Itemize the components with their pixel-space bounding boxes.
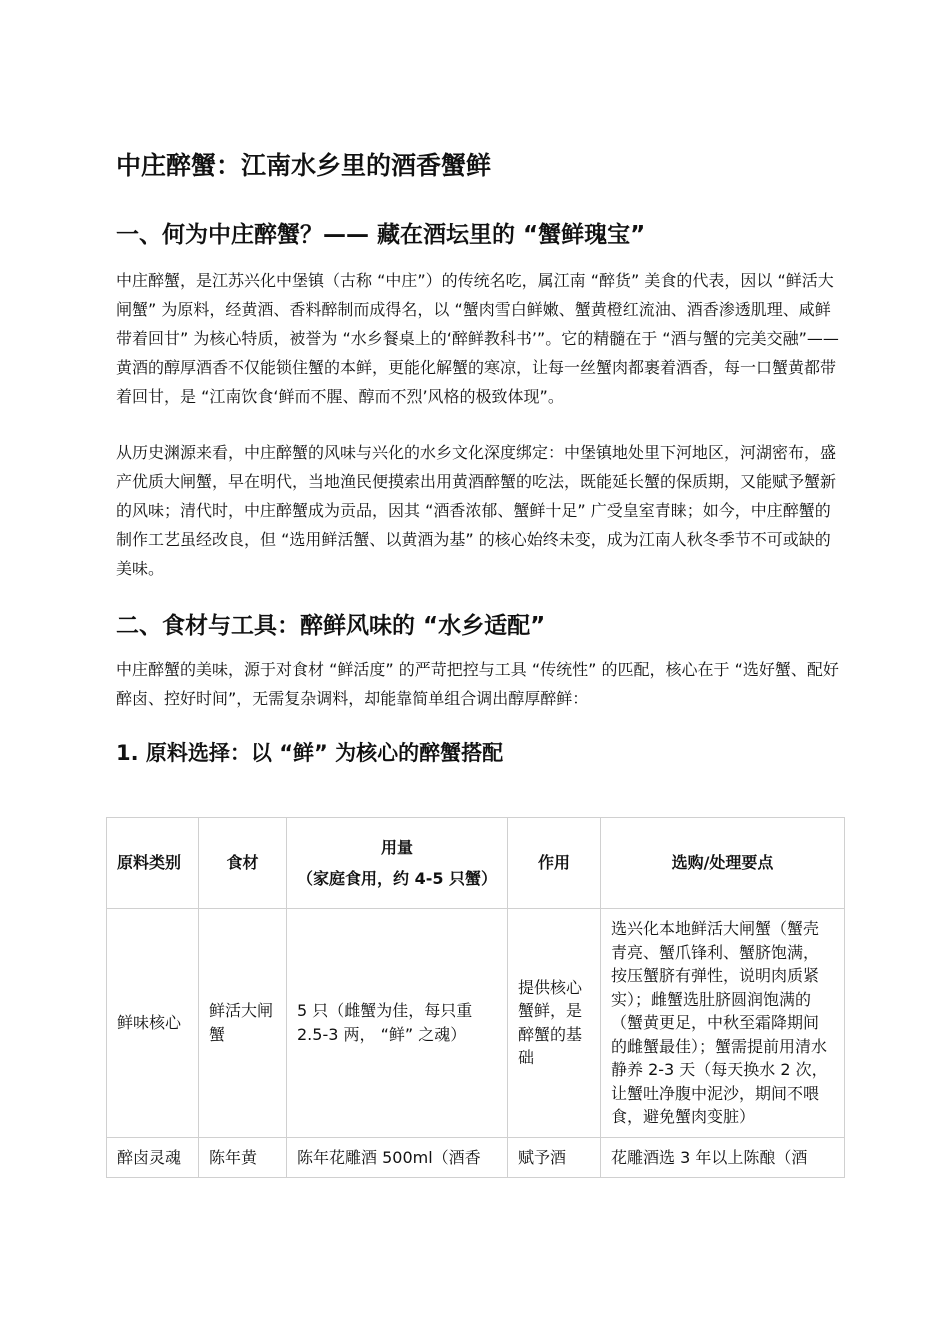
section-1-paragraph-2: 从历史渊源来看，中庄醉蟹的风味与兴化的水乡文化深度绑定：中堡镇地处里下河地区，河湖密布，盛产优质大闸蟹，早在明代，当地渔民便摸索出用黄酒醉蟹的吃法，既能延长蟹的保质期，又能赋予蟹新的风味；清代时，中庄醉蟹成为贡品，因其 “酒香浓郁、蟹鲜十足” 广受皇室青睐；如今，中庄醉蟹的制作工艺虽经改良，但 “选用鲜活蟹、以黄酒为基” 的核心始终未变，成为江南人秋冬季节不可或缺的美味。: [116, 443, 837, 578]
subsection-heading-1: 1. 原料选择：以 “鲜” 为核心的醉蟹搭配: [116, 741, 504, 765]
header-amount: [287, 818, 508, 909]
header-function: 作用: [508, 818, 601, 909]
cell-tips: 花雕酒选 3 年以上陈酿（酒: [601, 1137, 845, 1178]
cell-tips: 选兴化本地鲜活大闸蟹（蟹壳青亮、蟹爪锋利、蟹脐饱满，按压蟹脐有弹性，说明肉质紧实）；雌蟹选肚脐圆润饱满的（蟹黄更足，中秋至霜降期间的雌蟹最佳）；蟹需提前用清水静养 2-3 天（每天换水 2 次，让蟹吐净腹中泥沙，期间不喂食，避免蟹肉变脏）: [601, 909, 845, 1138]
cell-category: 鲜味核心: [107, 909, 199, 1138]
header-ingredient: 食材: [199, 818, 287, 909]
page-title: 中庄醉蟹：江南水乡里的酒香蟹鲜: [116, 151, 492, 180]
cell-amount: 5 只（雌蟹为佳，每只重 2.5-3 两， “鲜” 之魂）: [287, 909, 508, 1138]
section-heading-1: 一、何为中庄醉蟹？—— 藏在酒坛里的 “蟹鲜瑰宝”: [116, 222, 646, 248]
header-amount-line1: 用量: [380, 837, 413, 857]
header-amount-line2: （家庭食用，约 4-5 只蟹）: [297, 869, 498, 888]
cell-ingredient: 陈年黄: [199, 1137, 287, 1178]
ingredients-table: [106, 817, 845, 1178]
table-header-row: [107, 818, 845, 909]
section-1-paragraph-1: 中庄醉蟹，是江苏兴化中堡镇（古称 “中庄”）的传统名吃，属江南 “醉货” 美食的代表，因以 “鲜活大闸蟹” 为原料，经黄酒、香料醉制而成得名，以 “蟹肉雪白鲜嫩、蟹黄橙红流油、酒香渗透肌理、咸鲜带着回甘” 为核心特质，被誉为 “水乡餐桌上的‘醉鲜教科书’”。它的精髓在于 “酒与蟹的完美交融”—— 黄酒的醇厚酒香不仅能锁住蟹的本鲜，更能化解蟹的寒凉，让每一丝蟹肉都裹着酒香，每一口蟹黄都带着回甘，是 “江南饮食‘鲜而不腥、醇而不烈’风格的极致体现”。: [116, 271, 839, 406]
cell-ingredient: 鲜活大闸蟹: [199, 909, 287, 1138]
cell-category: 醉卤灵魂: [107, 1137, 199, 1178]
table-row: [107, 909, 845, 1138]
section-heading-2: 二、食材与工具：醉鲜风味的 “水乡适配”: [116, 613, 546, 639]
section-2-paragraph-1: 中庄醉蟹的美味，源于对食材 “鲜活度” 的严苛把控与工具 “传统性” 的匹配，核心在于 “选好蟹、配好醉卤、控好时间”，无需复杂调料，却能靠简单组合调出醇厚醉鲜：: [116, 660, 839, 708]
header-category: 原料类别: [107, 818, 199, 909]
table-row: [107, 1137, 845, 1178]
cell-function: 提供核心蟹鲜，是醉蟹的基础: [508, 909, 601, 1138]
cell-function: 赋予酒: [508, 1137, 601, 1178]
cell-amount: 陈年花雕酒 500ml（酒香: [287, 1137, 508, 1178]
page-bottom-margin: [0, 1224, 950, 1344]
header-tips: 选购/处理要点: [601, 818, 845, 909]
